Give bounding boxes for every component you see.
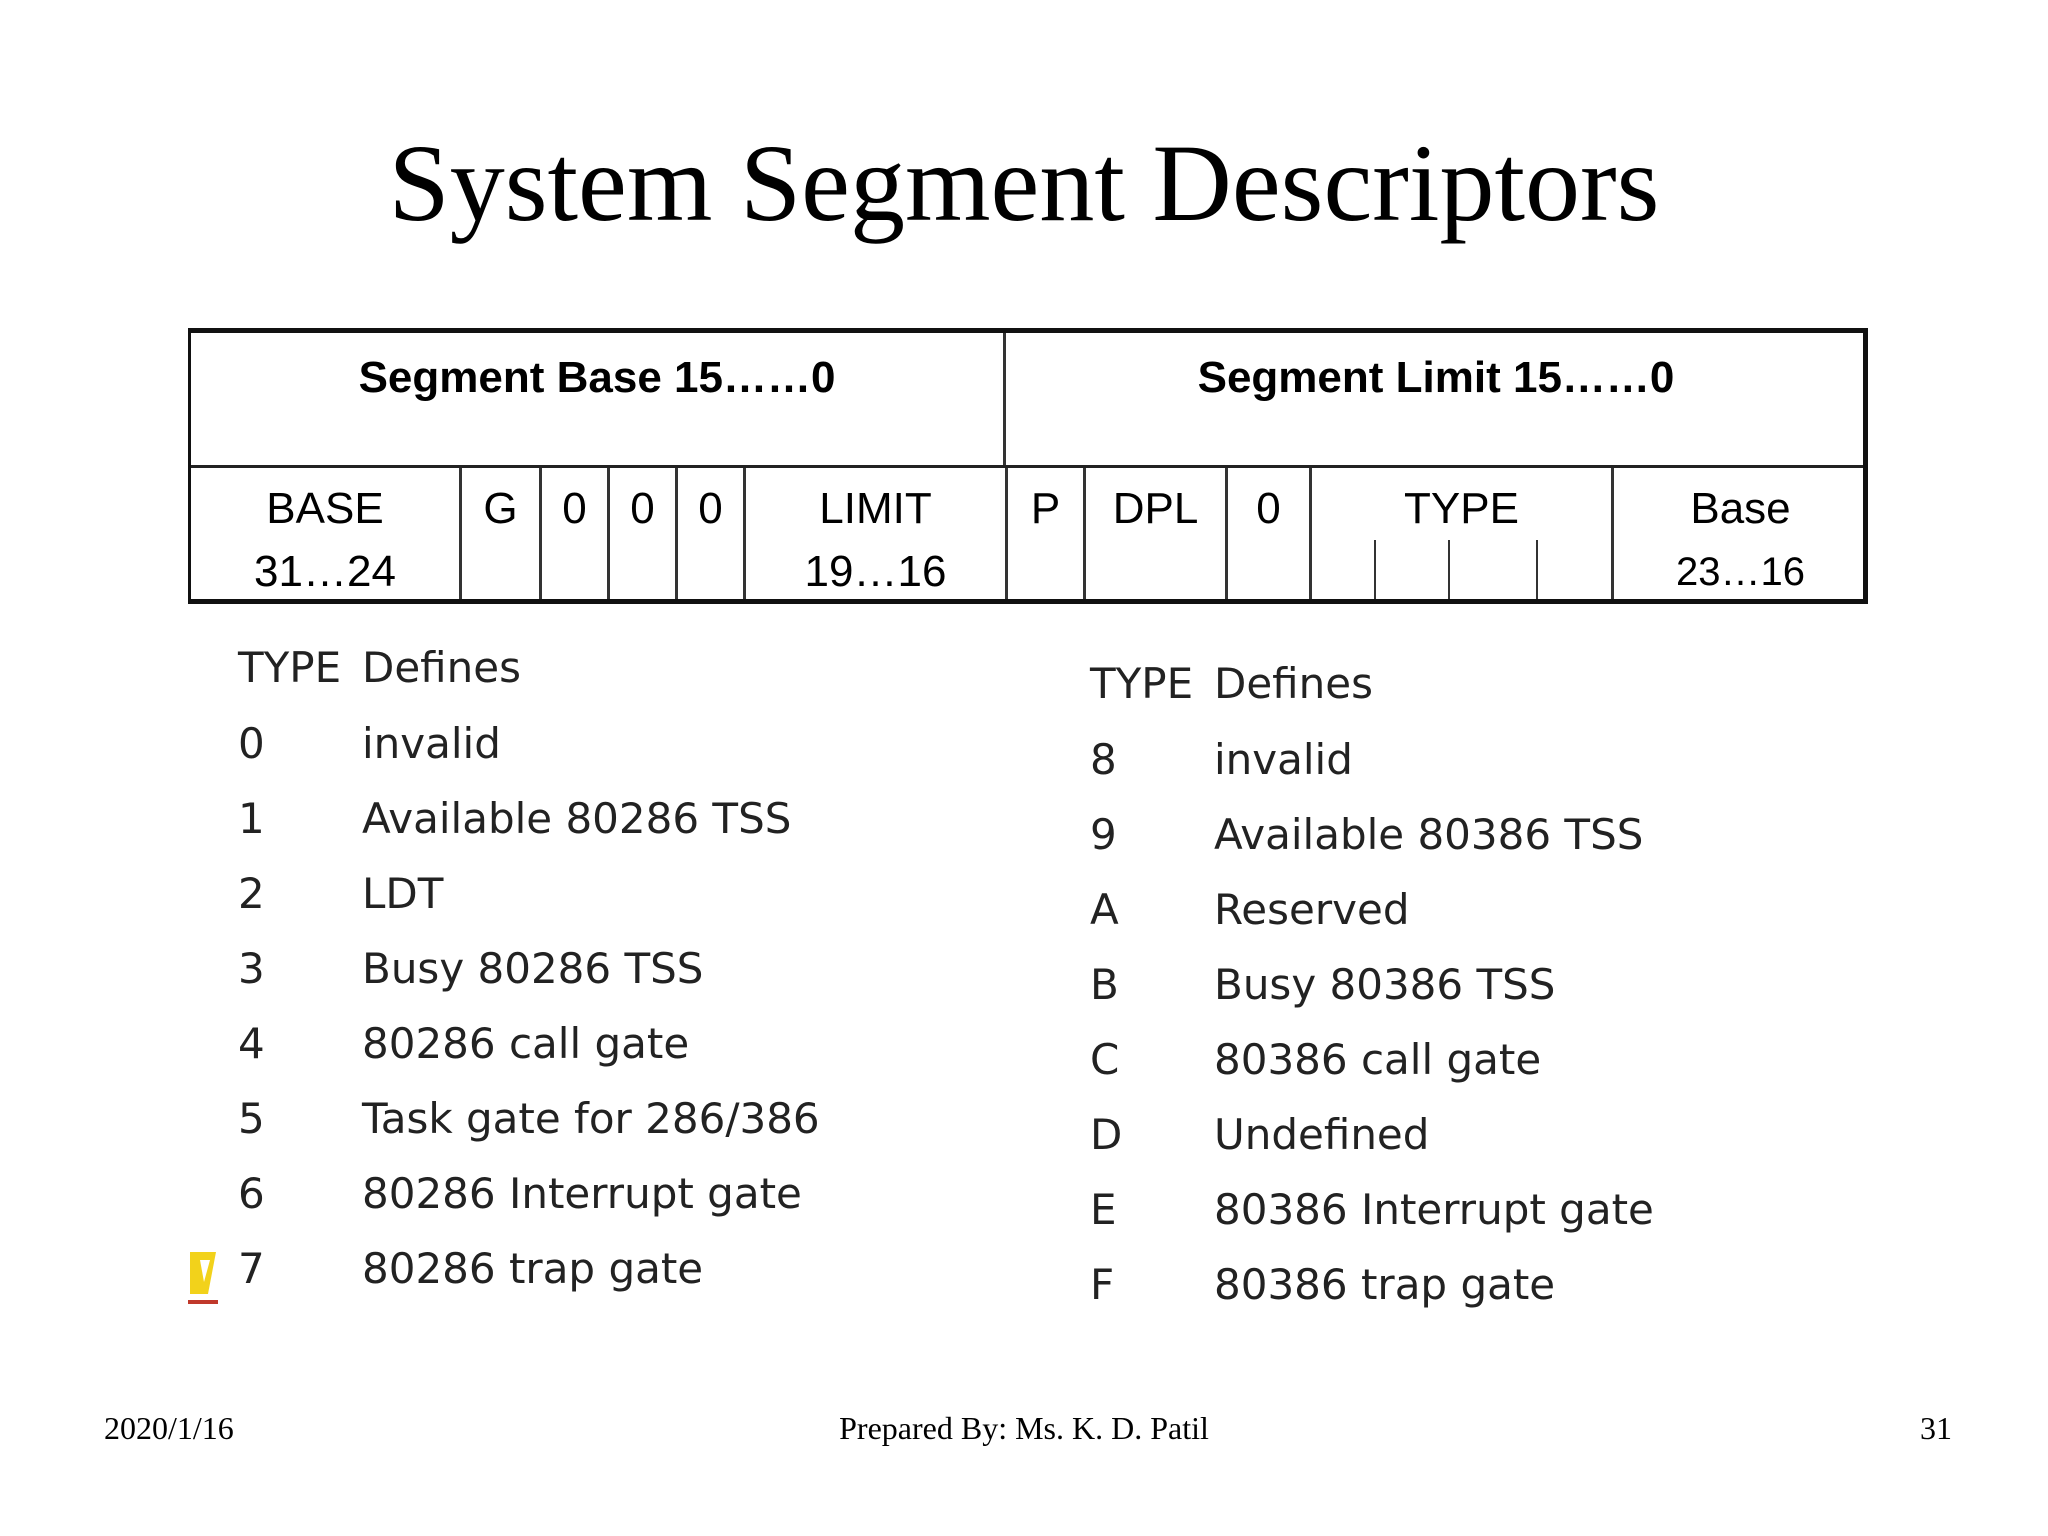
field-g <box>459 468 539 599</box>
field-label: BASE <box>266 484 384 533</box>
type-definition: Undefined <box>1214 1110 1430 1159</box>
type-header-label: TYPE <box>238 643 342 692</box>
field-label: 0 <box>1256 484 1281 533</box>
field-bits: 31…24 <box>254 547 396 596</box>
type-code: 2 <box>238 869 265 918</box>
field-label: DPL <box>1112 484 1199 533</box>
field-p <box>1005 468 1083 599</box>
field-label: TYPE <box>1404 484 1519 533</box>
type-definition: invalid <box>362 719 501 768</box>
field-label: P <box>1030 484 1061 533</box>
field-label: G <box>483 484 518 533</box>
type-definition: 80286 trap gate <box>362 1244 704 1293</box>
type-definition: 80386 trap gate <box>1214 1260 1556 1309</box>
type-code: 8 <box>1090 735 1117 784</box>
type-code: 4 <box>238 1019 265 1068</box>
field-base-high <box>191 468 459 599</box>
field-dpl <box>1083 468 1225 599</box>
footer-author: Prepared By: Ms. K. D. Patil <box>839 1410 1209 1446</box>
descriptor-header-row <box>191 333 1863 468</box>
type-code: 7 <box>238 1244 265 1293</box>
field-zero-2 <box>607 468 675 599</box>
type-bit-divider <box>1536 540 1538 599</box>
field-label: 0 <box>630 484 655 533</box>
type-list-left <box>238 640 878 1300</box>
type-code: 1 <box>238 794 265 843</box>
logo-fragment-icon <box>186 1232 220 1310</box>
type-code: 5 <box>238 1094 265 1143</box>
defines-header-label: Defines <box>1214 659 1373 708</box>
type-code: F <box>1090 1260 1115 1309</box>
field-base-mid <box>1611 468 1867 599</box>
type-code: B <box>1090 960 1119 1009</box>
type-definition: Reserved <box>1214 885 1410 934</box>
type-code: C <box>1090 1035 1120 1084</box>
descriptor-fields-row <box>191 468 1863 599</box>
type-definition: 80386 Interrupt gate <box>1214 1185 1654 1234</box>
field-zero-3 <box>675 468 743 599</box>
type-definition: 80286 Interrupt gate <box>362 1169 802 1218</box>
descriptor-table <box>188 328 1868 604</box>
field-label: Base <box>1690 484 1791 533</box>
field-bits: 19…16 <box>804 547 947 596</box>
type-code: E <box>1090 1185 1117 1234</box>
slide-title: System Segment Descriptors <box>388 122 1660 244</box>
type-code: 0 <box>238 719 265 768</box>
type-bit-divider <box>1374 540 1376 599</box>
defines-header-label: Defines <box>362 643 521 692</box>
field-limit-high <box>743 468 1005 599</box>
type-definition: Available 80286 TSS <box>362 794 792 843</box>
type-definition: 80286 call gate <box>362 1019 690 1068</box>
field-zero-4 <box>1225 468 1309 599</box>
field-bits: 23…16 <box>1676 550 1805 594</box>
type-definition: Busy 80386 TSS <box>1214 960 1556 1009</box>
type-bit-divider <box>1448 540 1450 599</box>
segment-limit-header: Segment Limit 15……0 <box>1197 353 1675 402</box>
field-label: 0 <box>562 484 587 533</box>
field-zero-1 <box>539 468 607 599</box>
type-list-right <box>1090 656 1790 1316</box>
type-code: 6 <box>238 1169 265 1218</box>
type-definition: LDT <box>362 869 444 918</box>
type-code: 3 <box>238 944 265 993</box>
field-label: LIMIT <box>819 484 932 533</box>
type-code: 9 <box>1090 810 1117 859</box>
type-header-label: TYPE <box>1090 659 1194 708</box>
type-code: A <box>1090 885 1119 934</box>
type-definition: Available 80386 TSS <box>1214 810 1644 859</box>
field-label: 0 <box>698 484 723 533</box>
type-definition: 80386 call gate <box>1214 1035 1542 1084</box>
type-definition: invalid <box>1214 735 1353 784</box>
segment-base-header: Segment Base 15……0 <box>358 353 836 402</box>
type-definition: Busy 80286 TSS <box>362 944 704 993</box>
footer-page-number: 31 <box>1920 1410 1952 1446</box>
type-definition: Task gate for 286/386 <box>362 1094 820 1143</box>
field-type <box>1309 468 1611 599</box>
footer-date: 2020/1/16 <box>104 1410 234 1446</box>
type-code: D <box>1090 1110 1123 1159</box>
